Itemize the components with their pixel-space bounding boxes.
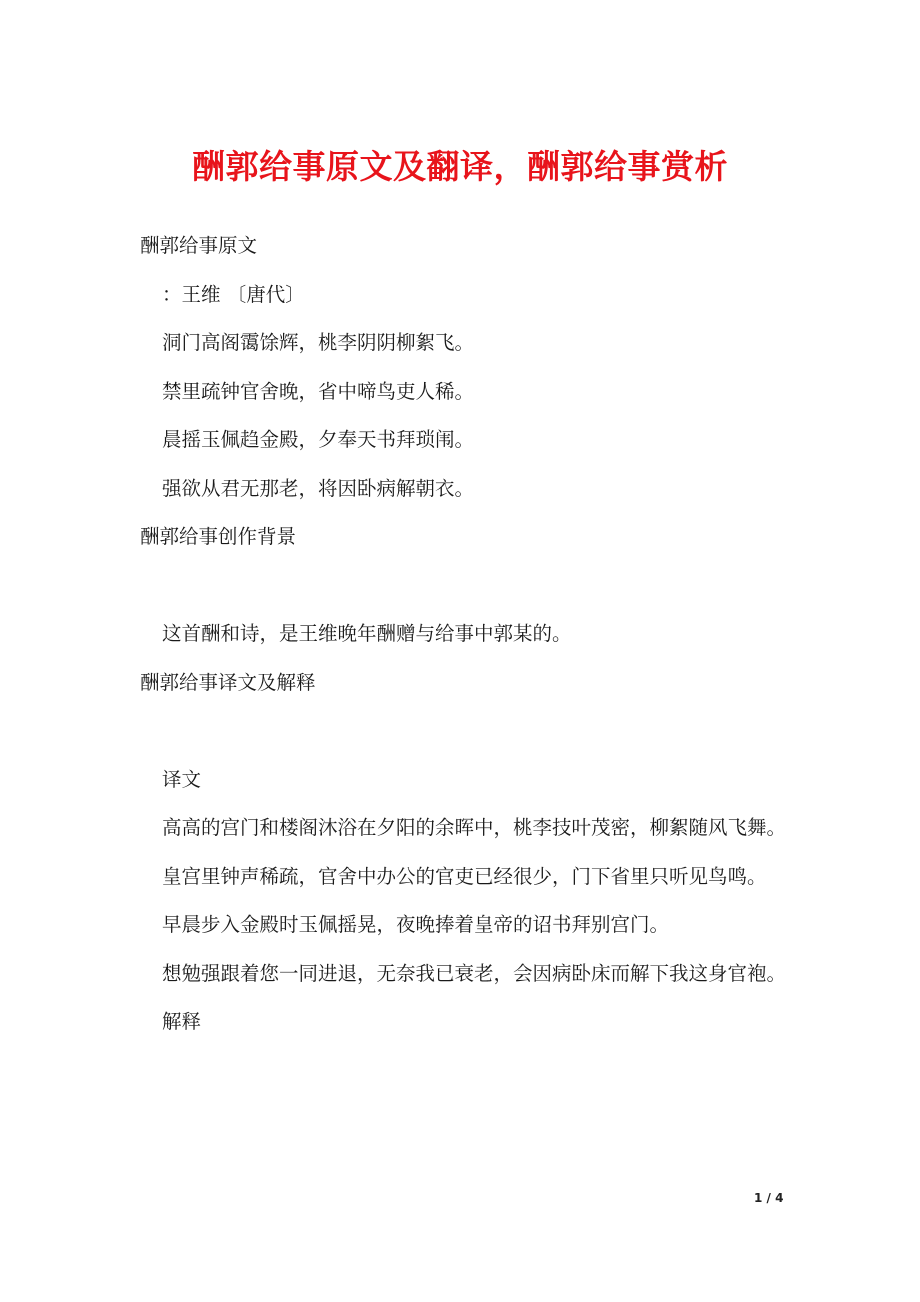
- translation-paragraph: 想勉强跟着您一同进退，无奈我已衰老，会因病卧床而解下我这身官袍。: [162, 961, 787, 985]
- translation-paragraph: 早晨步入金殿时玉佩摇晃，夜晚捧着皇帝的诏书拜别宫门。: [162, 913, 670, 936]
- poem-line: 禁里疏钟官舍晚，省中啼鸟吏人稀。: [162, 379, 475, 403]
- document-title: 酬郭给事原文及翻译，酬郭给事赏析: [192, 147, 728, 186]
- translation-label: 译文: [162, 767, 202, 791]
- author-line: ：王维 〔唐代〕: [162, 282, 305, 306]
- poem-line: 强欲从君无那老，将因卧病解朝衣。: [162, 476, 475, 500]
- translation-paragraph: 高高的宫门和楼阁沐浴在夕阳的余晖中，桃李技叶茂密，柳絮随风飞舞。: [162, 816, 787, 839]
- explanation-label: 解释: [162, 1010, 202, 1033]
- background-text: 这首酬和诗，是王维晚年酬赠与给事中郭某的。: [162, 622, 572, 645]
- spacer: [140, 707, 788, 756]
- poem-line: 晨摇玉佩趋金殿，夕奉天书拜琐闱。: [162, 428, 475, 451]
- document-body: [140, 222, 788, 1047]
- spacer: [140, 562, 788, 611]
- translation-paragraph: 皇宫里钟声稀疏，官舍中办公的官吏已经很少，门下省里只听见鸟鸣。: [162, 864, 767, 888]
- original-heading: 酬郭给事原文: [140, 234, 258, 257]
- poem-line: 洞门高阁霭馀辉，桃李阴阴柳絮飞。: [162, 331, 475, 354]
- page-indicator: 1 / 4: [754, 1191, 784, 1205]
- background-heading: 酬郭给事创作背景: [140, 525, 297, 548]
- translation-heading: 酬郭给事译文及解释: [140, 670, 316, 694]
